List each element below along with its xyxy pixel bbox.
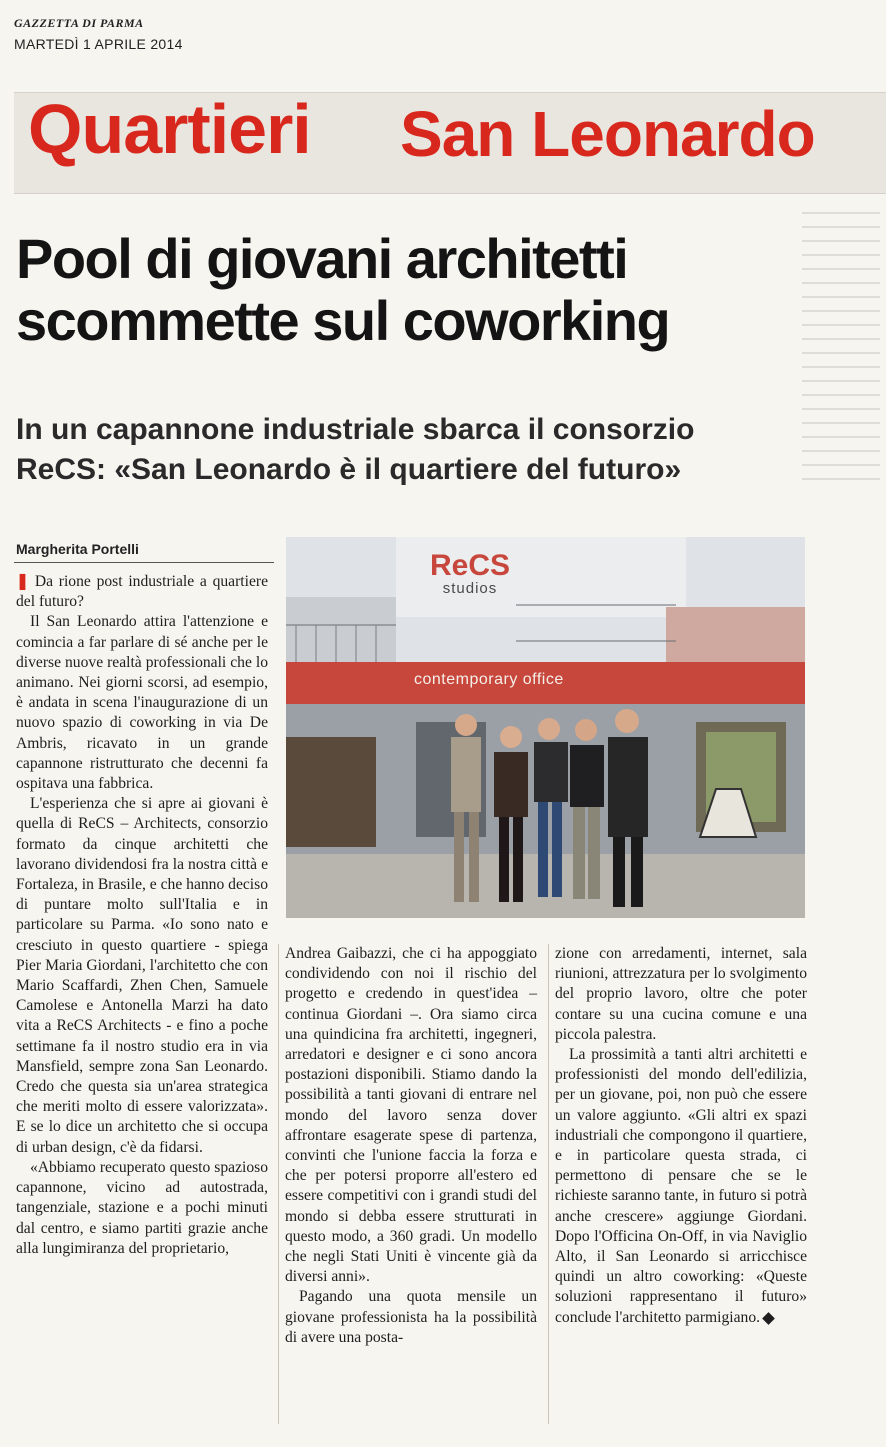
masthead: GAZZETTA DI PARMA bbox=[14, 16, 144, 30]
headline-line: scommette sul coworking bbox=[16, 289, 670, 352]
paragraph: Pagando una quota mensile un giovane professionista ha la possibilità di avere una posta- bbox=[285, 1288, 537, 1346]
headline-line: Pool di giovani architetti bbox=[16, 227, 628, 290]
article-photo bbox=[286, 537, 805, 918]
building-photo-illustration bbox=[286, 537, 805, 918]
column-divider bbox=[278, 944, 279, 1424]
recs-sign-sub: studios bbox=[442, 580, 498, 597]
article-column-2 bbox=[285, 944, 537, 1348]
end-of-article-icon bbox=[762, 1312, 775, 1325]
paragraph: L'esperienza che si apre ai giovani è quella di ReCS – Architects, consorzio formato da cinque architetti che lavorano dividendosi fra la nostra città e Fortaleza, in Brasile, e che hanno deciso di puntare molto sull'Italia e in particolare su Parma. «Io sono nato e cresciuto in questo quartiere - spiega Pier Maria Giordani, l'architetto che con Mario Scaffardi, Zhen Chen, Samuele Camolese e Antonella Marzi ha dato vita a ReCS Architects - e fino a poche settimane fa il nostro studio era in via Mansfield, sempre zona San Leonardo. Credo che questa sia un'area strategica che meriti molto di essere valorizzata». E se lo dice un architetto che si occupa di urban design, c'è da fidarsi. bbox=[16, 795, 269, 1156]
banner-text: contemporary office bbox=[414, 671, 564, 688]
column-divider bbox=[548, 944, 549, 1424]
dateline: MARTEDÌ 1 APRILE 2014 bbox=[14, 36, 183, 52]
byline: Margherita Portelli bbox=[16, 541, 139, 557]
lead-paragraph: ❚ Da rione post industriale a quartiere del futuro? bbox=[16, 573, 268, 611]
subhead-line: ReCS: «San Leonardo è il quartiere del futuro» bbox=[16, 453, 682, 486]
recs-sign-brand: ReCS bbox=[429, 549, 511, 582]
article-column-3 bbox=[555, 944, 807, 1328]
paragraph: Andrea Gaibazzi, che ci ha appoggiato condividendo con noi il rischio del progetto e credendo in quest'idea – continua Giordani –. Ora siamo circa una quindicina fra architetti, ingegneri, arredatori e designer e ci sono ancora postazioni disponibili. Stiamo dando la possibilità a tanti giovani di entrare nel mondo del lavoro senza dover affrontare esagerate spese di partenza, convinti che l'unione faccia la forza e che per potersi proporre all'estero ed essere competitivi con i grandi studi del mondo si debba essere strutturati in questo modo, a 360 gradi. Un modello che negli Stati Uniti è vincente già da diversi anni». bbox=[285, 945, 537, 1286]
paragraph: Il San Leonardo attira l'attenzione e comincia a far parlare di sé anche per le diverse nuove realtà professionali che lo animano. Nei giorni scorsi, ad esempio, è andata in scena l'inaugurazione di un nuovo spazio di coworking in via De Ambris, ricavato in un grande capannone ristrutturato che decenni fa ospitava una fabbrica. bbox=[16, 613, 268, 793]
paragraph: «Abbiamo recuperato questo spazioso capannone, vicino ad autostrada, tangenziale, stazione e a pochi minuti dal centro, e siamo partiti grazie anche alla lungimiranza del proprietario, bbox=[16, 1158, 268, 1257]
article-column-1 bbox=[16, 572, 268, 1259]
headline bbox=[16, 228, 816, 352]
subhead-line: In un capannone industriale sbarca il consorzio bbox=[16, 413, 695, 446]
paragraph-marker-icon: ❚ bbox=[16, 573, 30, 590]
section-title: Quartieri bbox=[28, 90, 311, 168]
paragraph: zione con arredamenti, internet, sala riunioni, attrezzatura per lo svolgimento del proprio lavoro, oltre che poter contare su una cucina comune e una piccola palestra. bbox=[555, 945, 807, 1043]
byline-rule bbox=[14, 562, 274, 563]
recs-sign bbox=[422, 551, 518, 596]
section-place: San Leonardo bbox=[400, 98, 815, 170]
paragraph: La prossimità a tanti altri architetti e professionisti del mondo dell'edilizia, per un giovane, poi, non può che essere un valore aggiunto. «Gli altri ex spazi industriali che compongono il quartiere, e in particolare questa strada, ci permettono di pensare che se le richieste saranno tante, in futuro si potrà anche crescere» aggiunge Giordani. Dopo l'Officina On-Off, in via Naviglio Alto, il San Leonardo si arricchisce quindi un altro coworking: «Queste soluzioni rappresentano il futuro» conclude l'architetto parmigiano. bbox=[555, 1046, 807, 1326]
subheadline bbox=[16, 410, 816, 490]
